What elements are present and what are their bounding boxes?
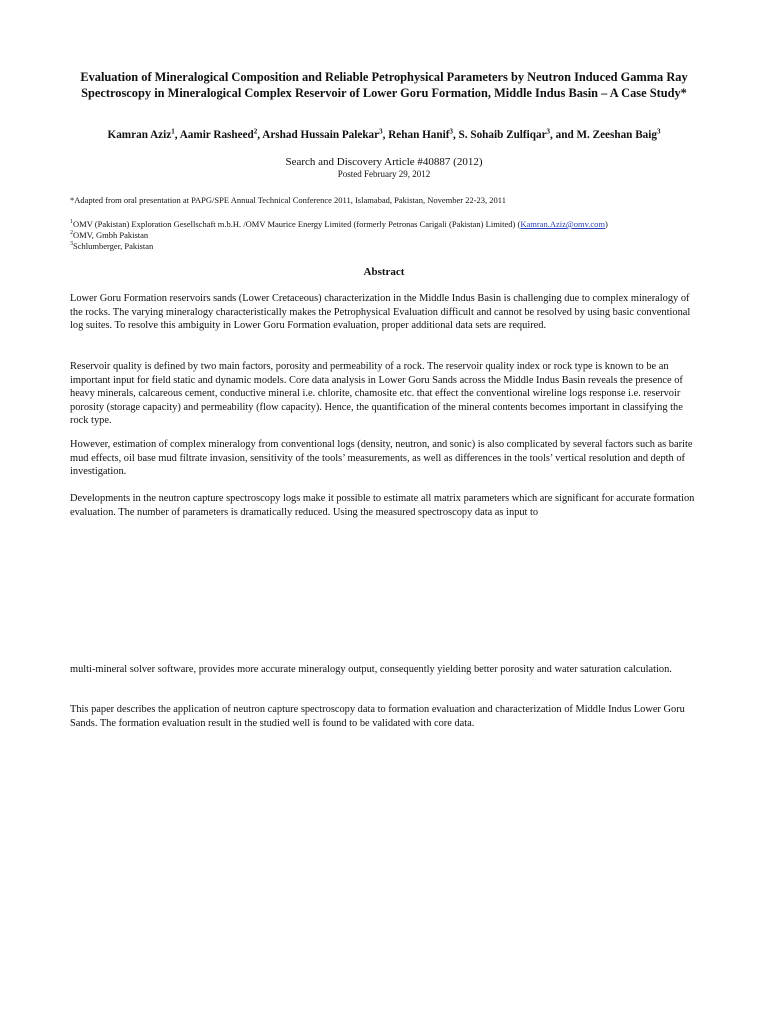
author-affiliation-mark: 3 bbox=[546, 127, 551, 136]
affiliation-2 bbox=[70, 230, 148, 241]
affiliation-1 bbox=[70, 219, 608, 230]
abstract-paragraph-6: This paper describes the application of neutron capture spectroscopy data to formation evaluation and characterization of Middle Indus Lower Goru Sands. The formation evaluation result in the studied well is found to be validated with core data. bbox=[70, 704, 685, 729]
affiliation-close: ) bbox=[605, 219, 608, 229]
adapted-note: *Adapted from oral presentation at PAPG/SPE Annual Technical Conference 2011, Islamabad, Pakistan, November 22-23, 2011 bbox=[70, 195, 506, 205]
author-affiliation-mark: 3 bbox=[656, 127, 661, 136]
abstract-paragraph-5: multi-mineral solver software, provides more accurate mineralogy output, consequently yielding better porosity and water saturation calculation. bbox=[70, 664, 672, 675]
paper-title: Evaluation of Mineralogical Composition and Reliable Petrophysical Parameters by Neutron Induced Gamma Ray Spectroscopy in Mineralogical Complex Reservoir of Lower Goru Formation, Middle Indus Basin – A Case Study* bbox=[80, 70, 688, 100]
author-separator: , bbox=[452, 129, 459, 141]
affiliation-text: OMV (Pakistan) Exploration Gesellschaft m.b.H. /OMV Maurice Energy Limited (formerly Petronas Carigali (Pakistan) Limited) ( bbox=[73, 219, 521, 229]
author-separator: , bbox=[174, 129, 180, 141]
author-name: Aamir Rasheed bbox=[179, 129, 254, 141]
affiliation-text: OMV, Gmbh Pakistan bbox=[73, 230, 149, 240]
abstract-paragraph-2: Reservoir quality is defined by two main factors, porosity and permeability of a rock. The reservoir quality index or rock type is known to be an important input for field static and dynamic models. Core data analysis in Lower Goru Sands across the Middle Indus Basin reveals the presence of heavy minerals, calcareous cement, conductive mineral i.e. chlorite, chamosite etc. that effect the conventional wireline logs response i.e. reservoir porosity (storage capacity) and permeability (flow capacity). Hence, the quantification of the mineral contents becomes important in classifying the rock type. bbox=[70, 361, 683, 426]
email-link[interactable]: Kamran.Aziz@omv.com bbox=[520, 219, 606, 229]
author-separator: , bbox=[382, 129, 389, 141]
posted-date: Posted February 29, 2012 bbox=[337, 169, 431, 179]
author-name: Arshad Hussain Palekar bbox=[262, 129, 380, 141]
author-list bbox=[40, 128, 728, 142]
article-number: Search and Discovery Article #40887 (2012) bbox=[285, 156, 483, 168]
author-name: M. Zeeshan Baig bbox=[576, 129, 657, 141]
abstract-paragraph-4: Developments in the neutron capture spectroscopy logs make it possible to estimate all matrix parameters which are significant for accurate formation evaluation. The number of parameters is dramatically reduced. Using the measured spectroscopy data as input to bbox=[70, 493, 695, 518]
affiliation-mark: 1 bbox=[70, 219, 73, 226]
author-affiliation-mark: 2 bbox=[253, 127, 258, 136]
affiliation-mark: 2 bbox=[70, 230, 73, 237]
author-affiliation-mark: 3 bbox=[449, 127, 453, 136]
abstract-paragraph-1: Lower Goru Formation reservoirs sands (Lower Cretaceous) characterization in the Middle Indus Basin is challenging due to complex mineralogy of the rocks. The varying mineralogy characteristically makes the Petrophysical Evaluation difficult and cannot be resolved by using basic conventional log suites. To resolve this ambiguity in Lower Goru Formation evaluation, proper additional data sets are required. bbox=[70, 293, 691, 331]
abstract-paragraph-3: However, estimation of complex mineralogy from conventional logs (density, neutron, and sonic) is also complicated by several factors such as barite mud effects, oil base mud filtrate invasion, sensitivity of the tools’ measurements, as well as differences in the tools’ vertical resolution and depth of investigation. bbox=[70, 439, 693, 477]
author-name: Kamran Aziz bbox=[107, 129, 172, 141]
author-affiliation-mark: 1 bbox=[171, 127, 175, 136]
abstract-heading: Abstract bbox=[363, 266, 405, 278]
author-separator: , bbox=[257, 129, 263, 141]
affiliation-3 bbox=[70, 241, 153, 252]
author-name: S. Sohaib Zulfiqar bbox=[458, 129, 547, 141]
author-separator: , and bbox=[550, 129, 577, 141]
author-affiliation-mark: 3 bbox=[379, 127, 383, 136]
affiliation-text: Schlumberger, Pakistan bbox=[73, 241, 154, 251]
affiliation-mark: 3 bbox=[70, 241, 73, 248]
author-name: Rehan Hanif bbox=[388, 129, 450, 141]
